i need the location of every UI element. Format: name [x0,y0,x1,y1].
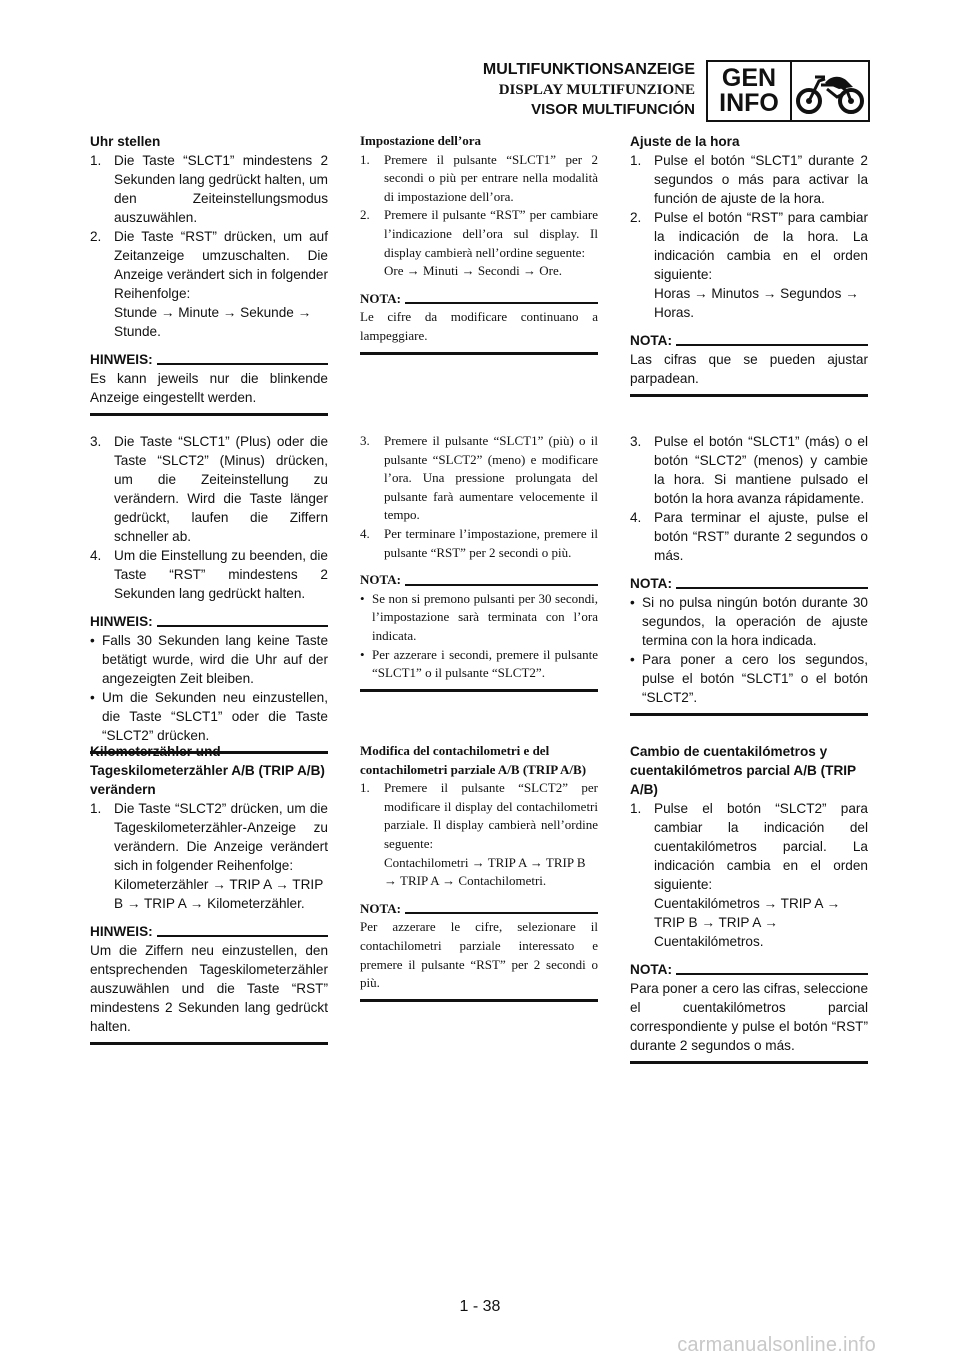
list-item [90,799,328,875]
list-item [90,227,328,303]
item-text: Die Taste “RST” drücken, um auf Zeitanzeige umzuschalten. Die Anzeige verändert sich in folgender Reihenfolge: [114,229,328,301]
note-header [630,960,868,979]
item-text: Per terminare l’impostazione, premere il pulsante “RST” per 2 secondi o più. [384,525,598,560]
note-end-rule [360,999,598,1002]
item-text: Um die Einstellung zu beenden, die Taste “RST” mindestens 2 Sekunden lang gedrückt halten. [114,548,328,601]
note-header [360,290,598,309]
note-end-rule [90,1042,328,1045]
list-item [630,508,868,565]
item-number: 3. [90,434,102,449]
note-header [360,900,598,919]
item-number: 4. [360,525,370,541]
item-number: 2. [360,207,370,223]
bullet-item [360,646,598,683]
item-text: Pulse el botón “SLCT2” para cambiar la indicación del cuentakilómetros parcial. La indicación cambia en el orden siguiente: [654,801,868,892]
bullet-dot: • [90,690,95,705]
item-text: Pulse el botón “RST” para cambiar la indicación de la hora. La indicación cambia en el orden siguiente: [654,210,868,282]
note-text: Um die Ziffern neu einzustellen, den entsprechenden Tageskilometerzähler auszuwählen und die Taste “RST” mindestens 2 Sekunden lang gedrückt halten. [90,943,328,1034]
item-number: 1. [90,153,102,168]
bullet-item [360,590,598,646]
badge-line2: INFO [719,89,779,117]
item-number: 3. [360,433,370,448]
note-label: HINWEIS: [90,614,153,629]
item-number: 3. [630,434,642,449]
sequence-text: Contachilometri → TRIP A → TRIP B → TRIP A → Contachilometri. [384,854,586,889]
note-text: Para poner a cero las cifras, seleccione el cuentakilómetros parcial correspondiente y pulse el botón “RST” durante 2 segundos o más. [630,981,869,1053]
note-label: HINWEIS: [90,924,153,939]
heading: Cambio de cuentakilómetros y cuentakilómetros parcial A/B (TRIP A/B) [630,744,856,797]
list-item [360,206,598,262]
sequence-text: Horas → Minutos → Segundos → Horas. [654,286,859,320]
item-text: Premere il pulsante “SLCT2” per modificare il display del contachilometri parziale. Il display cambierà nell’ordine seguente: [384,780,598,851]
bullet-text: Para poner a cero los segundos, pulse el botón “SLCT1” o el botón “SLCT2”. [642,652,868,705]
note-text: Per azzerare le cifre, selezionare il contachilometri parziale interessato e premere il pulsante “RST” per 2 secondi o più. [360,919,598,991]
list-item [630,799,868,894]
item-number: 2. [90,229,102,244]
item-number: 1. [90,801,102,816]
item-number: 1. [360,151,370,167]
note-end-rule [90,413,328,416]
list-item [90,546,328,603]
note-header [90,350,328,369]
list-item [360,525,598,562]
item-text: Premere il pulsante “SLCT1” per 2 secondi o più per entrare nella modalità di impostazione dell’ora. [384,151,598,204]
bullet-item [630,593,868,650]
note-label: NOTA: [360,572,401,588]
item-text: Die Taste “SLCT1” mindestens 2 Sekunden lang gedrückt halten, um den Zeiteinstellungsmodus auszuwählen. [114,153,328,225]
note-rule [676,587,868,589]
gen-info-badge [706,60,870,122]
bullet-dot: • [630,652,635,667]
note-end-rule [630,1061,868,1064]
item-text: Die Taste “SLCT1” (Plus) oder die Taste “SLCT2” (Minus) drücken, um die Zeiteinstellung zu verändern. Wird die Taste länger gedrückt, laufen die Ziffern schneller ab. [114,434,328,544]
italian-block-3 [360,742,598,1002]
motorcycle-icon [792,62,868,120]
bullet-text: Per azzerare i secondi, premere il pulsante “SLCT1” o il pulsante “SLCT2”. [372,646,598,681]
section-titles [483,60,695,120]
bullet-dot: • [360,646,365,662]
german-block-2 [90,432,328,754]
bullet-item [630,650,868,707]
item-text: Premere il pulsante “SLCT1” (più) o il pulsante “SLCT2” (meno) e modificare l’ora. Una pressione prolungata del pulsante farà aumentare velocemente il tempo. [384,433,598,523]
note-rule [676,973,868,975]
watermark: carmanualsonline.info [677,1334,876,1356]
list-item [90,151,328,227]
note-text: Es kann jeweils nur die blinkende Anzeige eingestellt werden. [90,371,328,405]
bullet-text: Falls 30 Sekunden lang keine Taste betätigt wurde, wird die Uhr auf der angezeigten Zeit bleiben. [102,633,328,686]
note-rule [405,302,598,304]
spanish-block-3 [630,742,868,1064]
spanish-block-1 [630,132,868,397]
note-label: NOTA: [630,962,673,977]
note-text: Las cifras que se pueden ajustar parpadean. [630,352,868,386]
badge-line1: GEN [721,64,777,92]
list-item [360,432,598,525]
item-number: 4. [90,548,102,563]
spanish-block-2 [630,432,868,716]
note-rule [676,344,868,346]
note-header [90,922,328,941]
item-text: Pulse el botón “SLCT1” durante 2 segundos o más para activar la función de ajuste de la hora. [654,153,868,206]
badge-label [708,62,792,120]
note-rule [157,935,328,937]
heading: Modifica del contachilometri e del contachilometri parziale A/B (TRIP A/B) [360,743,587,777]
bullet-dot: • [630,595,635,610]
item-text: Pulse el botón “SLCT1” (más) o el botón “SLCT2” (menos) y cambie la hora. Si mantiene pulsado el botón la hora avanza rápidamente. [654,434,868,506]
title-german: MULTIFUNKTIONSANZEIGE [482,61,695,78]
note-rule [405,912,598,914]
note-header [360,571,598,590]
note-end-rule [360,689,598,692]
note-rule [157,625,328,627]
bullet-item [90,631,328,688]
bullet-dot: • [360,590,365,606]
bullet-dot: • [90,633,95,648]
item-number: 1. [360,780,370,796]
list-item [630,432,868,508]
german-block-1 [90,132,328,416]
heading: Impostazione dell’ora [360,133,481,148]
german-block-3 [90,742,328,1045]
note-label: NOTA: [360,290,401,306]
item-number: 1. [630,801,642,816]
list-item [630,151,868,208]
note-header [90,612,328,631]
note-label: NOTA: [630,576,673,591]
note-end-rule [360,352,598,355]
bullet-text: Si no pulsa ningún botón durante 30 segundos, la operación de ajuste termina con la hora indicada. [642,595,868,648]
note-end-rule [630,394,868,397]
italian-block-1 [360,132,598,355]
note-label: NOTA: [360,900,401,916]
note-label: HINWEIS: [90,352,153,367]
title-spanish: VISOR MULTIFUNCIÓN [531,101,695,118]
item-number: 1. [630,153,642,168]
bullet-item [90,688,328,745]
bullet-text: Se non si premono pulsanti per 30 secondi, l’impostazione sarà terminata con l’ora indicata. [372,590,598,643]
sequence-text: Ore → Minuti → Secondi → Ore. [384,263,563,279]
item-text: Premere il pulsante “RST” per cambiare l’indicazione dell’ora sul display. Il display cambierà nell’ordine seguente: [384,207,598,260]
note-end-rule [630,713,868,716]
bullet-text: Um die Sekunden neu einzustellen, die Taste “SLCT1” oder die Taste “SLCT2” drücken. [102,690,328,743]
note-header [630,331,868,350]
list-item [360,779,598,853]
heading: Ajuste de la hora [630,134,740,149]
sequence-text: Cuentakilómetros → TRIP A → TRIP B → TRIP A → Cuentakilómetros. [654,896,841,949]
sequence-text: Kilometerzähler → TRIP A → TRIP B → TRIP A → Kilometerzähler. [114,877,324,911]
item-text: Die Taste “SLCT2” drücken, um die Tageskilometerzähler-Anzeige zu verändern. Die Anzeige verändert sich in folgender Reihenfolge: [114,801,328,873]
note-rule [405,584,598,586]
sequence-text: Stunde → Minute → Sekunde → Stunde. [114,305,312,339]
item-number: 4. [630,510,642,525]
italian-block-2 [360,432,598,692]
note-text: Le cifre da modificare continuano a lampeggiare. [360,309,598,343]
note-header [630,574,868,593]
heading: Uhr stellen [90,134,161,149]
title-italian: DISPLAY MULTIFUNZIONE [498,82,695,98]
item-text: Para terminar el ajuste, pulse el botón “RST” durante 2 segundos o más. [654,510,868,563]
heading: Kilometerzähler und Tageskilometerzähler A/B (TRIP A/B) verändern [90,744,325,797]
list-item [630,208,868,284]
page-number: 1 - 38 [459,1298,501,1315]
item-number: 2. [630,210,642,225]
note-label: NOTA: [630,333,673,348]
list-item [90,432,328,546]
note-rule [157,363,328,365]
list-item [360,151,598,207]
